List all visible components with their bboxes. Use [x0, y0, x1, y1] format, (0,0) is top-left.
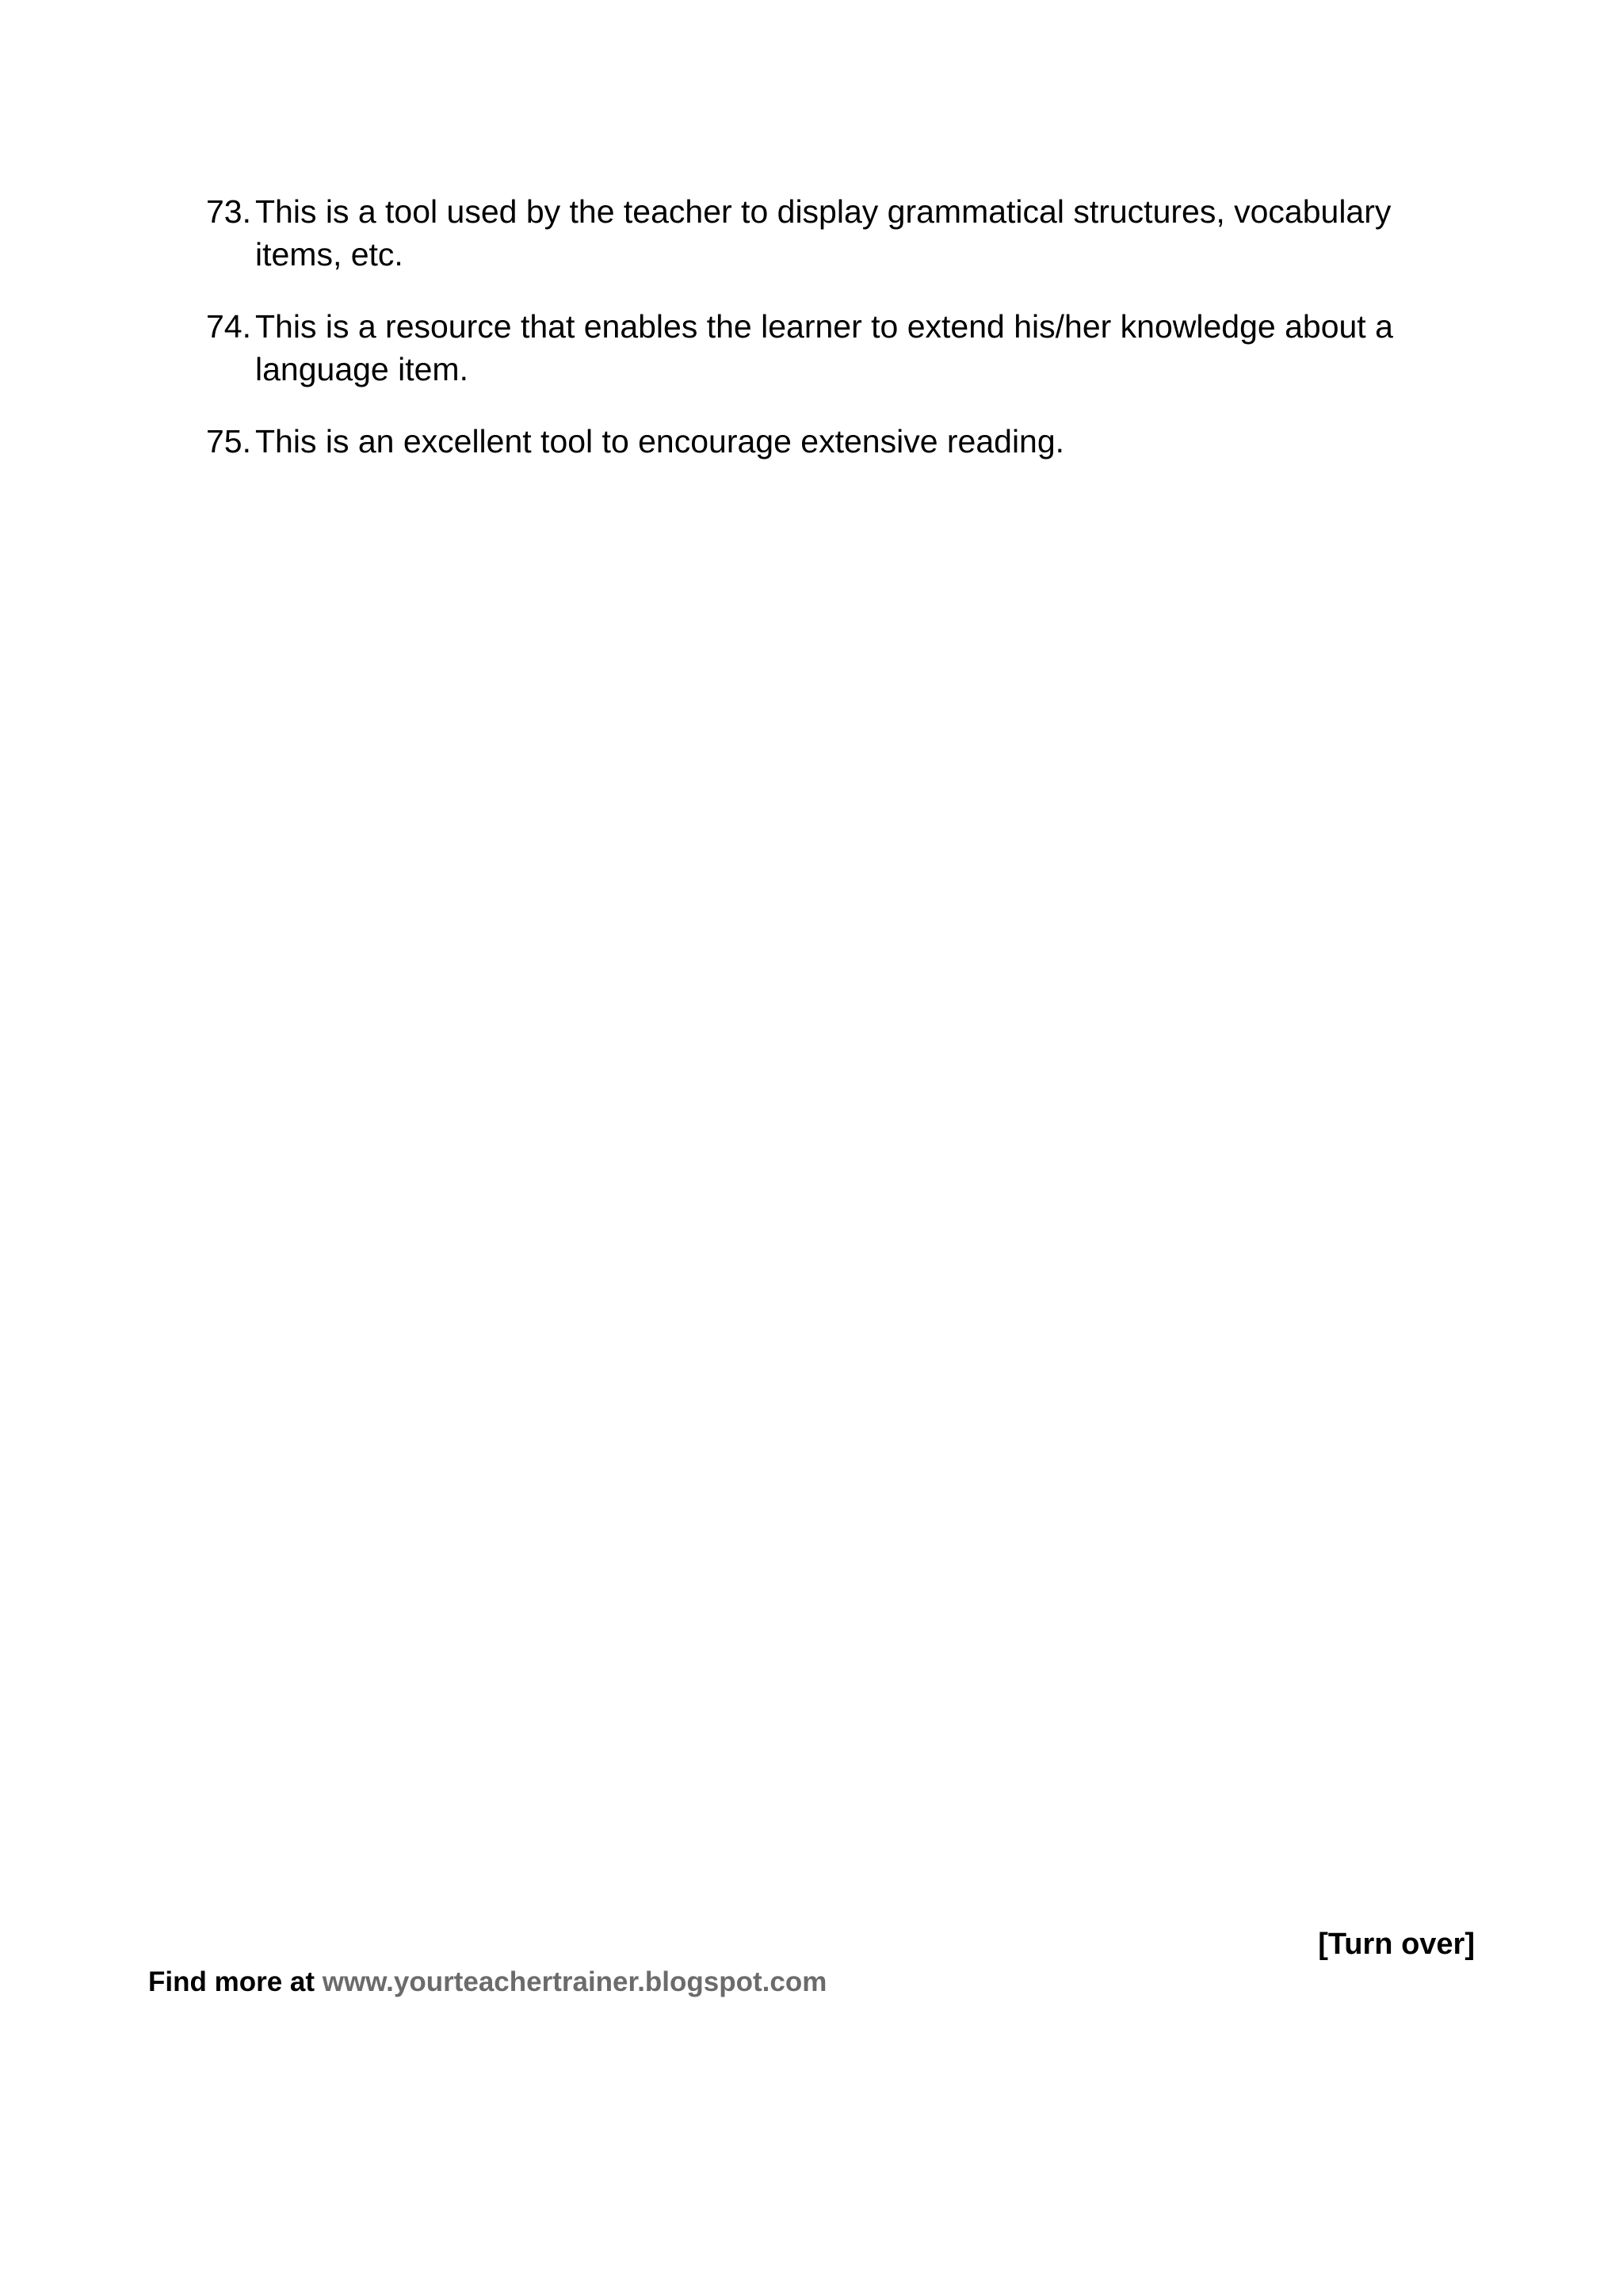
footer-prefix: Find more at — [148, 1966, 323, 1997]
question-item — [206, 305, 1442, 391]
question-number: 74. — [206, 308, 251, 345]
question-number: 75. — [206, 423, 251, 460]
turn-over-label: [Turn over] — [1318, 1928, 1475, 1961]
footer-link[interactable]: www.yourteachertrainer.blogspot.com — [322, 1966, 827, 1997]
question-text: This is an excellent tool to encourage extensive reading. — [255, 423, 1065, 460]
question-item — [206, 190, 1442, 276]
question-text: This is a resource that enables the learner to extend his/her knowledge about a language item. — [255, 308, 1393, 387]
question-item — [206, 420, 1442, 463]
question-number: 73. — [206, 193, 251, 230]
question-list — [206, 190, 1442, 492]
footer — [148, 1965, 827, 2000]
question-text: This is a tool used by the teacher to display grammatical structures, vocabulary items, etc. — [255, 193, 1392, 273]
